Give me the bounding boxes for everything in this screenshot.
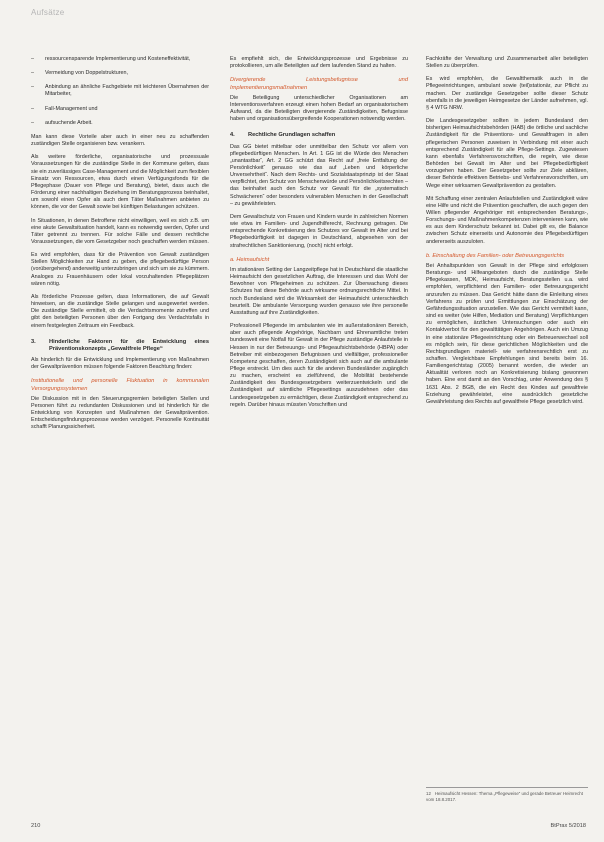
paragraph: Fachkräfte der Verwaltung und Zusammenarbeit aller beteiligten Stellen zu überprüfen. (426, 56, 588, 70)
column-left (31, 56, 209, 438)
paragraph: Professionell Pflegende im ambulanten wie im außerstationären Bereich, aber auch pflegende Angehörige, Nachbarn und Ehrenamtliche treten bundesweit eine Notfall für Gewalt in der Pflege zuständige Anlaufstelle in Hessen in nur der Betreuungs- und Pflegeaufsichtsbehörde (HBPA) oder Betreiber mit einbezogenen Befugnissen und vielfältiger, professioneller Kompetenz geschaffen, deren Zuständigkeit sich auch auf die ambulante Pflege erstreckt. Um dies auch für die anderen Bundesländer zugänglich zu machen, erscheint es zielführend, die Mobilität bestehende Zuständigkeit des Bundesgesetzgebers weiterzuentwickeln und die Zuständigkeit auf sämtliche Pflegesettings auszudehnen oder das Landesgesetzgeben zu ermächtigen, diese Zuständigkeit entsprechend zu regeln. Darüber hinaus müssten Vorschriften und (230, 323, 408, 408)
list-item: – ressourcensparende Implementierung und Kosteneffektivität, (31, 56, 191, 62)
paragraph: Im stationären Setting der Langzeitpflege hat in Deutschland die staatliche Heimaufsicht den gesetzlichen Auftrag, die Interessen und das Wohl der Bewohner von Pflegeheimen zu schützen. Zur Überwachung dieses Schutzes hat diese Behörde auch wirksame ordnungsrechtliche Mittel. In noch Bundesland wird die Wirksamkeit der Heimaufsicht unterschiedlich beurteilt. Die ambulante Versorgung wurden genauso wie ihre personelle Ausstattung auf ihre Zuständigkeiten. (230, 266, 408, 316)
subsection-heading: Institutionelle und personelle Fluktuation in kommunalen Versorgungssystemen (31, 378, 209, 392)
paragraph: Es wird empfohlen, die Gewaltthematik auch in die Pflegeeinrichtungen, ambulant sowie (teil)stationär, zur Pflicht zu machen. Der zuständige Gesetzgeber sollte dieser Schutz ebenfalls in die jeweiligen Heimgesetze der Länder aufnehmen, vgl. § 4 WTG NRW. (426, 76, 588, 111)
footnote-number: 12 (426, 791, 431, 796)
paragraph: Als förderliche Prozesse gelten, dass Informationen, die auf Gewalt hinweisen, an die zuständige Stelle gelangen und ausgewertet werden. Die zuständige Stelle ermittelt, ob die Verdachtsmomente zutreffen und gibt den beteiligten Personen über den Fortgang des Verdachtsfalls in einem festgelegten Zeitraum ein Feedback. (31, 293, 209, 329)
column-right (426, 56, 588, 412)
paragraph: Die Diskussion mit in den Steuerungsgremien beteiligten Stellen und Personen führt zu redundanten Diskussionen und ist hinderlich für die Entwicklung von Konzepten und Maßnahmen der Gewaltprävention. Entscheidungsfindungsprozesse werden verzögert. Personelle Kontinuität schafft Planungssicherheit. (31, 395, 209, 431)
paragraph: Es empfiehlt sich, die Entwicklungsprozesse und Ergebnisse zu protokollieren, um alle Beteiligten auf dem laufenden Stand zu halten. (230, 56, 408, 70)
section-heading: 4. Rechtliche Grundlagen schaffen (230, 132, 336, 139)
footnote (426, 787, 588, 802)
footnote-text: Heimaufsicht Hessen: Thema „Pflegeweise“ und gerade Betreuer Heimrecht vom 18.8.2017. (426, 791, 583, 802)
list-item: – Fall-Management und (31, 105, 98, 112)
paragraph: Mit Schaffung einer zentralen Anlaufstellen und Zuständigkeit wäre eine Hilfe und nicht die Prävention geschaffen, die auch gegen den Willen pflegender Angehöriger mit entsprechenden Beratungs-, Forschungs- und Maßnahmenkompetenzen intervenieren kann, wie es aus dem Kinderschutz bekannt ist. Dabei gilt es, die Balance zwischen Schutz einerseits und Autonomie des Pflegebedürftigen andererseits auszuloten. (426, 195, 588, 245)
section-header: Aufsätze (31, 8, 65, 17)
section-heading: 3. Hinderliche Faktoren für die Entwicklung eines Präventionskonzepts „Gewaltfreie Pflege“ (31, 338, 209, 352)
paragraph: Es wird empfohlen, dass für die Prävention von Gewalt zuständigen Stellen Möglichkeiten zur Hand zu geben, die pflegebedürftige Person (vorübergehend) anderweitig unterzubringen und sich um sie zu kümmern. Analoges zu Frauenhäusern oder lokal vorzuhaltenden Pflegeplätzen wären nötig. (31, 252, 209, 287)
paragraph: Die Beteiligung unterschiedlicher Organisationen am Interventionsverfahren erzeugt einen hohen Bedarf an organisatorischem Aufwand, da die Beteiligten divergierende Zuständigkeiten, Befugnisse haben und organisationsübergreifende Kooperationen notwendig werden. (230, 94, 408, 123)
subsection-heading: a. Heimaufsicht (230, 256, 270, 263)
subsection-heading: Divergierende Leistungsbefugnisse und Implementierungsmaßnahmen (230, 77, 408, 91)
list-item: – Anbindung an ähnliche Fachgebiete mit leichteren Übernahmen der Mitarbeiter, (31, 84, 209, 98)
page-number: 210 (31, 823, 41, 829)
paragraph: Bei Anhaltspunkten von Gewalt in der Pflege sind erfolglosen Beratungs- und Hilfeangeboten durch die zuständige Stelle Pflegekassen, MDK, Heimaufsicht, Beratungsstellen u.a. wird empfohlen, verpflichtend den Familien- oder Betreuungsgericht anzurufen zu müssen. Das Gericht hätte dann die Einleitung eines Verfahrens zu prüfen und Ermittlungen zur Einschätzung der Gefährdungssituation anzustellen. Wie das Gericht vermittelt kann, sind es weiter (wie Hilfen, Mediation und Beratung) Verpflichtungen zu ermöglichen, ärztlichen Untersuchungen oder auch ein Kontaktverbot für den gewalttätigen Angehörigen. Auch ein Umzug in eine stationäre Pflegeeinrichtung oder ein Betreuerwechsel soll es möglich sein, für diese gerichtlichen Möglichkeiten und die Rechtsgrundlagen materiell- wie verfahrensrechtlich erst zu schaffen. Vergleichbare Empfehlungen sind bereits beim 16. Familiengerichtstag (2005) benannt worden, die wieder an Aktualität verloren noch an Konkretisierung bislang gewonnen haben. Eine erst damit an den Vorschlag, unter Anwendung des § 1631 Abs. 2 BGB, die ein Recht des Kindes auf gewaltfreie Erziehung gewährleistet, eine ausdrücklich gesetzliche Gewährleistung des Rechts auf gewaltfreie Pflege gesetzlich wird. (426, 262, 588, 405)
subsection-heading: b. Einschaltung des Familien- oder Betreuungsgerichts (426, 252, 565, 259)
list-item: – Vermeidung von Doppelstrukturen, (31, 70, 129, 77)
column-middle (230, 56, 408, 415)
paragraph: Man kann diese Vorteile aber auch in einer neu zu schaffenden zuständigen Stelle organisieren bzw. verankern. (31, 133, 209, 148)
paragraph: In Situationen, in denen Betroffene nicht einwilligen, weil es sich z.B. um eine akute Gewaltsituation handelt, kann es notwendig werden, Opfer und Täter getrennt zu trennen. Für solche Fälle und dessen rechtliche Voraussetzungen, die vom Gesetzgeber noch geschaffen werden müssen. (31, 217, 209, 245)
paragraph: Als hinderlich für die Entwicklung und Implementierung von Maßnahmen der Gewaltprävention müssen folgende Faktoren Beachtung finden: (31, 357, 209, 371)
paragraph: Dem Gewaltschutz von Frauen und Kindern wurde in zahlreichen Normen wie etwa im Familien- und Jugendhilferecht, Rechnung getragen. Die entsprechende Konkretisierung des Schutzes vor Gewalt im Alter und bei Pflegebedürftigkeit ist dagegen in Deutschland, abgesehen von der strafrechtlichen Sanktionierung, (noch) nicht erfolgt. (230, 213, 408, 249)
list-item: – aufsuchende Arbeit. (31, 119, 93, 126)
paragraph: Die Landesgesetzgeber sollten in jedem Bundesland den bisherigen Heimaufsichtsbehörden (HAB) die örtliche und sachliche Zuständigkeit für die Präventions- und Gewaltfragen in allen pflegerischen Personen zuweisen in Verbindung mit einer auch entsprechend Zuständigkeit für alle Pflege-Settings. Zugewiesen kann ebenfalls Verfahrensvorschriften, die regeln, wie diese Behörden bei Gewalt im Alter und bei Pflegebedürftigkeit vorzugehen haben. Der Gesetzgeber sollte zur Ziele abklären, dieser Behörde effektiven Betriebs- und Verfahrensvorschriften, um Wege einer wirksamen Gewaltprävention zu gestalten. (426, 118, 588, 189)
paragraph: Das GG bietet mittelbar oder unmittelbar den Schutz vor allem von pflegebedürftigen Menschen. In Art. 1 GG ist die Würde des Menschen „unantastbar“, Art. 2 GG schützt das Recht auf „freie Entfaltung der Persönlichkeit“ genauso wie das auf „Leben und körperliche Unversehrtheit“. Nach dem Rechts- und Sozialstaatsprinzip ist der Staat verpflichtet, den Schutz von Menschenwürde und Persönlichkeitsrechten – das beinhaltet auch den Schutz vor Gewalt für die „systematisch Schwächeren“ oder besonders vulnerablen Menschen in der Gesellschaft – zu gewährleisten. (230, 143, 408, 207)
paragraph: Als weitere förderliche, organisatorische und prozessuale Voraussetzungen für die zuständige Stelle in der Kommune gelten, dass sie ein zuverlässiges Case-Management und die Möglichkeit zum flexiblen Einsatz von Ressourcen, etwa durch einen Verfügungsfonds für die Pflegephase (Dauer von Pflege und Beratung), bietet, dass auch die Förderung einer nachhaltigen Beziehung im Beratungsprozess beinhaltet, um sowohl einen Opfer als auch dem Täter Maßnahmen anbieten zu können, die vor der Gewalt sowie bei künftigen Belastungen schützen. (31, 154, 209, 211)
journal-issue: BtPrax 5/2018 (550, 823, 586, 829)
